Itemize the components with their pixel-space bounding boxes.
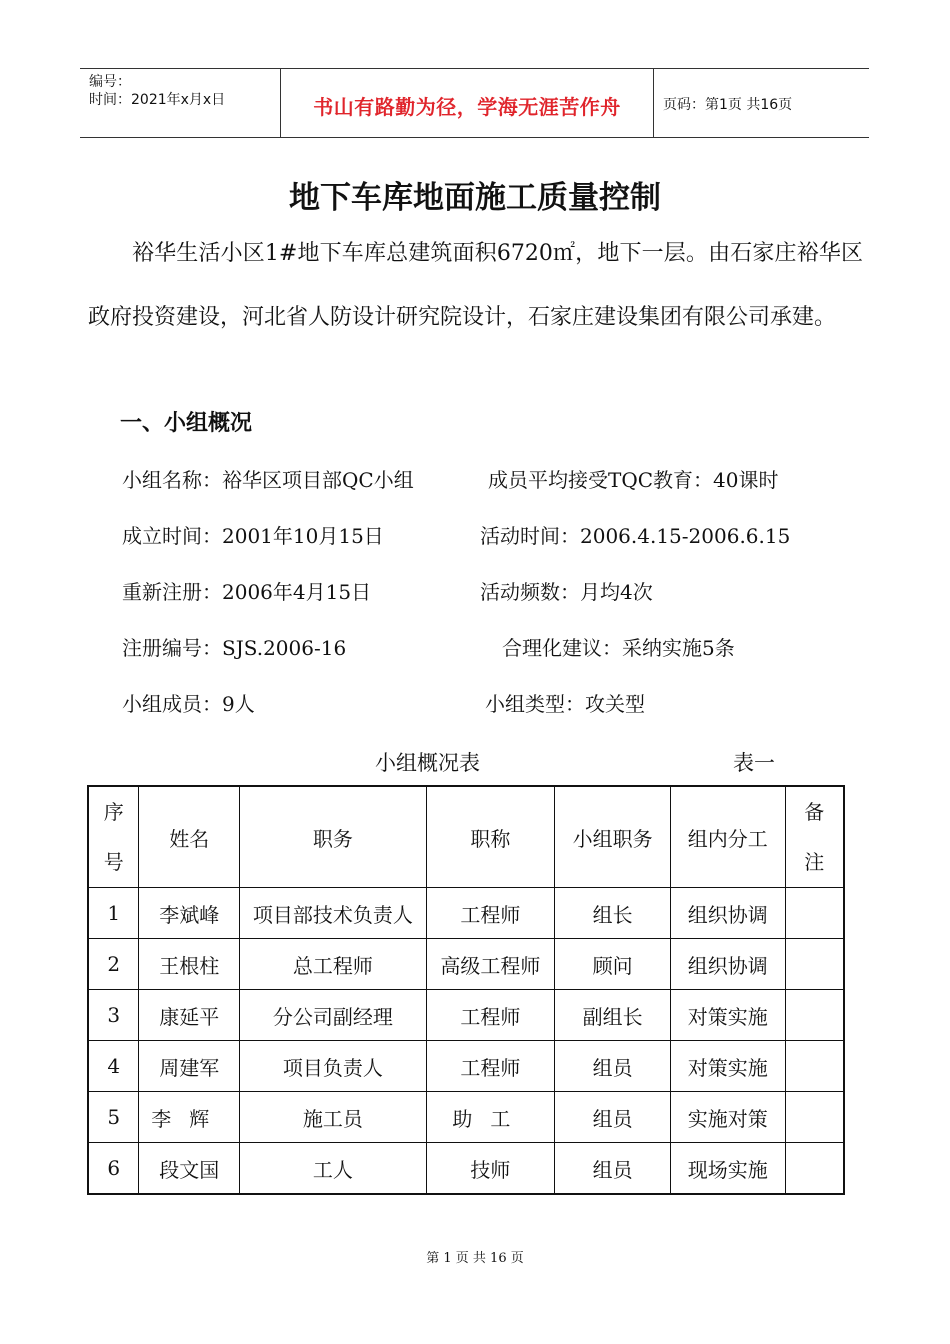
cell-remark (785, 990, 844, 1041)
table-row (88, 1041, 844, 1092)
info-members: 小组成员：9人 (122, 692, 255, 716)
cell-seq: 6 (88, 1143, 139, 1195)
cell-position: 工人 (240, 1143, 426, 1195)
cell-name: 段文国 (139, 1143, 240, 1195)
info-tqc-education: 成员平均接受TQC教育：40课时 (488, 468, 779, 492)
table-row (88, 1143, 844, 1195)
header-seq-bottom: 号 (103, 850, 124, 874)
cell-seq: 1 (88, 888, 139, 939)
cell-division: 实施对策 (670, 1092, 785, 1143)
cell-role: 组员 (555, 1143, 671, 1195)
cell-seq: 4 (88, 1041, 139, 1092)
cell-position: 项目负责人 (240, 1041, 426, 1092)
cell-remark (785, 1092, 844, 1143)
cell-seq: 5 (88, 1092, 139, 1143)
cell-title: 工程师 (426, 1041, 555, 1092)
info-founded: 成立时间：2001年10月15日 (122, 524, 384, 548)
section-heading: 一、小组概况 (120, 411, 253, 436)
cell-title: 工程师 (426, 990, 555, 1041)
cell-division: 组织协调 (670, 939, 785, 990)
header-meta-cell (80, 69, 281, 137)
header-remark-top: 备 (804, 800, 825, 824)
info-suggestions: 合理化建议：采纳实施5条 (502, 636, 735, 660)
table-number: 表一 (733, 751, 775, 775)
cell-position: 总工程师 (240, 939, 426, 990)
cell-name: 周建军 (139, 1041, 240, 1092)
header-group-role: 小组职务 (555, 786, 671, 888)
cell-role: 副组长 (555, 990, 671, 1041)
info-re-registered: 重新注册：2006年4月15日 (122, 580, 372, 604)
header-position: 职务 (240, 786, 426, 888)
page-footer: 第 1 页 共 16 页 (426, 1251, 524, 1266)
cell-name: 王根柱 (139, 939, 240, 990)
info-group-type: 小组类型：攻关型 (485, 692, 645, 716)
info-registration-number: 注册编号：SJS.2006-16 (122, 636, 347, 660)
cell-remark (785, 888, 844, 939)
cell-role: 组员 (555, 1041, 671, 1092)
header-motto-cell (281, 69, 654, 137)
cell-role: 顾问 (555, 939, 671, 990)
cell-name: 李斌峰 (139, 888, 240, 939)
cell-title: 高级工程师 (426, 939, 555, 990)
info-activity-time: 活动时间：2006.4.15-2006.6.15 (480, 524, 791, 548)
header-remark (785, 786, 844, 888)
header-remark-bottom: 注 (804, 850, 825, 874)
cell-title: 助工 (426, 1092, 555, 1143)
cell-position: 施工员 (240, 1092, 426, 1143)
table-row (88, 939, 844, 990)
header-motto: 书山有路勤为径，学海无涯苦作舟 (313, 95, 621, 119)
cell-position: 项目部技术负责人 (240, 888, 426, 939)
group-overview-table (87, 785, 845, 1195)
table-caption: 小组概况表 (375, 751, 480, 775)
cell-seq: 3 (88, 990, 139, 1041)
header-title: 职称 (426, 786, 555, 888)
cell-position: 分公司副经理 (240, 990, 426, 1041)
table-row (88, 888, 844, 939)
info-group-name: 小组名称：裕华区项目部QC小组 (122, 468, 414, 492)
header-division: 组内分工 (670, 786, 785, 888)
table-row (88, 990, 844, 1041)
header-page-cell (654, 69, 869, 137)
cell-seq: 2 (88, 939, 139, 990)
cell-remark (785, 1143, 844, 1195)
cell-role: 组员 (555, 1092, 671, 1143)
cell-title: 工程师 (426, 888, 555, 939)
cell-role: 组长 (555, 888, 671, 939)
header-seq-top: 序 (103, 800, 124, 824)
cell-remark (785, 939, 844, 990)
table-header-row (88, 786, 844, 888)
cell-name: 李辉 (139, 1092, 240, 1143)
cell-title: 技师 (426, 1143, 555, 1195)
info-frequency: 活动频数：月均4次 (480, 580, 653, 604)
header-page-number: 页码：第1页 共16页 (663, 97, 793, 113)
table-row (88, 1092, 844, 1143)
header-seq (88, 786, 139, 888)
cell-remark (785, 1041, 844, 1092)
cell-division: 对策实施 (670, 1041, 785, 1092)
cell-division: 对策实施 (670, 990, 785, 1041)
cell-division: 组织协调 (670, 888, 785, 939)
document-time-label: 时间：2021年x月x日 (89, 92, 226, 108)
page-header (80, 68, 869, 138)
document-number-label: 编号： (89, 74, 131, 90)
header-name: 姓名 (139, 786, 240, 888)
intro-paragraph: 裕华生活小区1#地下车库总建筑面积6720㎡，地下一层。由石家庄裕华区政府投资建设，河北省人防设计研究院设计，石家庄建设集团有限公司承建。 (88, 241, 863, 330)
document-title: 地下车库地面施工质量控制 (289, 180, 661, 216)
cell-division: 现场实施 (670, 1143, 785, 1195)
cell-name: 康延平 (139, 990, 240, 1041)
